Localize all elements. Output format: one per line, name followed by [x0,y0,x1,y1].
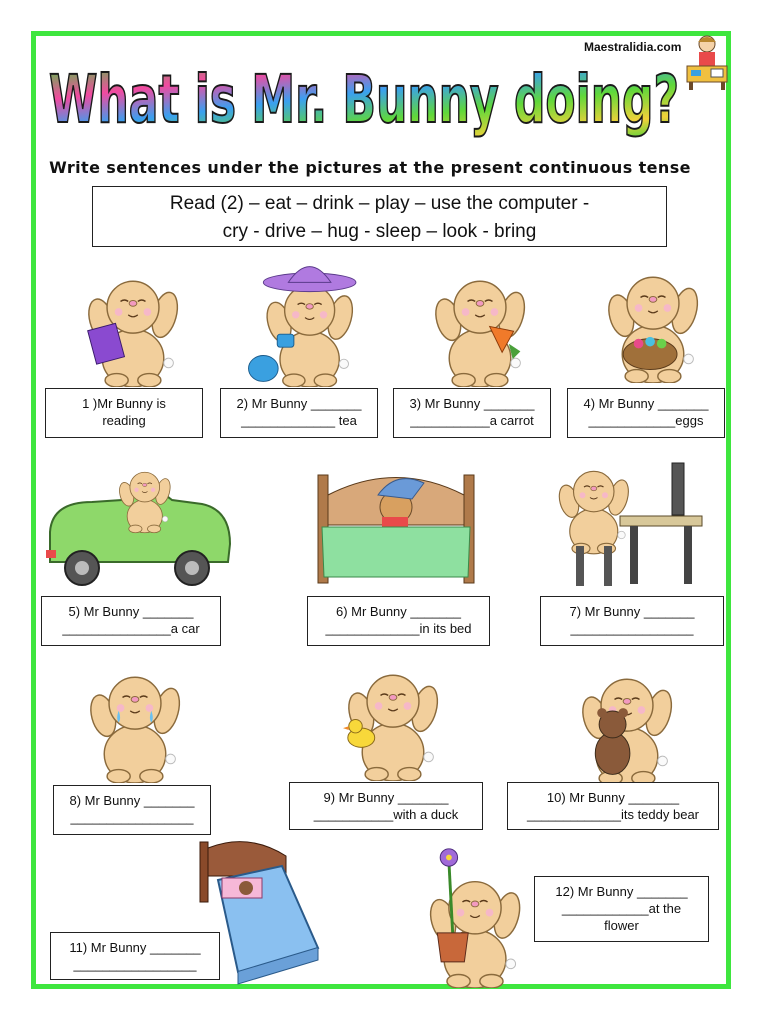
bunny-carrot-illustration [425,262,535,387]
car-icon [42,462,232,590]
answer-box-8 [53,785,211,835]
answer-box-4-line-1: 4) Mr Bunny _______ [583,396,709,411]
answer-box-10 [507,782,719,830]
answer-box-2-line-2: _____________ tea [241,413,357,428]
bed-icon [312,465,480,585]
answer-box-12 [534,876,709,942]
computer-desk-icon [558,458,708,588]
answer-box-3-line-2: ___________a carrot [410,413,534,428]
word-bank-line-1: Read (2) – eat – drink – play – use the computer - [169,193,590,214]
answer-box-11 [50,932,220,980]
answer-box-9 [289,782,483,830]
bunny-reading-illustration [78,262,188,387]
answer-box-3 [393,388,551,438]
instruction-text: Write sentences under the pictures at the present continuous tense [49,158,691,177]
teapot-icon [249,356,279,382]
answer-box-4-line-2: ____________eggs [588,413,704,428]
answer-box-8-line-2: _________________ [70,810,194,825]
word-bank-line-2: cry - drive – hug - sleep – look - bring [222,221,537,242]
answer-box-7-line-2: _________________ [570,621,694,636]
answer-box-5-line-2: _______________a car [62,621,200,636]
bunny-crying-illustration [80,658,190,783]
answer-box-1 [45,388,203,438]
answer-box-5 [41,596,221,646]
svg-text:What is Mr. Bunny doing?: What is Mr. Bunny doing? [49,61,679,138]
answer-box-1-line-1: 1 )Mr Bunny is [82,396,166,411]
bunny-flower-illustration [420,843,530,988]
bunny-duck-illustration [338,656,448,781]
bunny-tea-illustration [240,262,370,387]
page-title [44,52,684,142]
answer-box-6 [307,596,490,646]
answer-box-12-line-2: ____________at the [561,901,682,916]
answer-box-12-line-3: flower [604,918,639,933]
answer-box-2 [220,388,378,438]
teacher-logo-icon [683,32,731,92]
answer-box-8-line-1: 8) Mr Bunny _______ [69,793,195,808]
answer-box-9-line-1: 9) Mr Bunny _______ [323,790,449,805]
teddy-bear-icon [595,708,630,774]
bunny-teddy-illustration [572,660,682,785]
answer-box-1-line-2: reading [102,413,146,428]
answer-box-9-line-2: ___________with a duck [313,807,459,822]
answer-box-10-line-2: _____________its teddy bear [526,807,700,822]
answer-box-7 [540,596,724,646]
bunny-basket-illustration [598,258,708,383]
answer-box-6-line-1: 6) Mr Bunny _______ [335,604,462,619]
answer-box-7-line-1: 7) Mr Bunny _______ [569,604,695,619]
answer-box-11-line-2: _________________ [73,957,197,972]
site-name: Maestralidia.com [584,40,682,54]
answer-box-3-line-1: 3) Mr Bunny _______ [409,396,535,411]
answer-box-10-line-1: 10) Mr Bunny _______ [546,790,680,805]
answer-box-4 [567,388,725,438]
answer-box-11-line-1: 11) Mr Bunny _______ [69,940,201,955]
word-bank [92,186,667,247]
answer-box-6-line-2: _____________in its bed [325,621,472,636]
answer-box-2-line-1: 2) Mr Bunny _______ [236,396,362,411]
answer-box-5-line-1: 5) Mr Bunny _______ [68,604,194,619]
answer-box-12-line-1: 12) Mr Bunny _______ [555,884,688,899]
